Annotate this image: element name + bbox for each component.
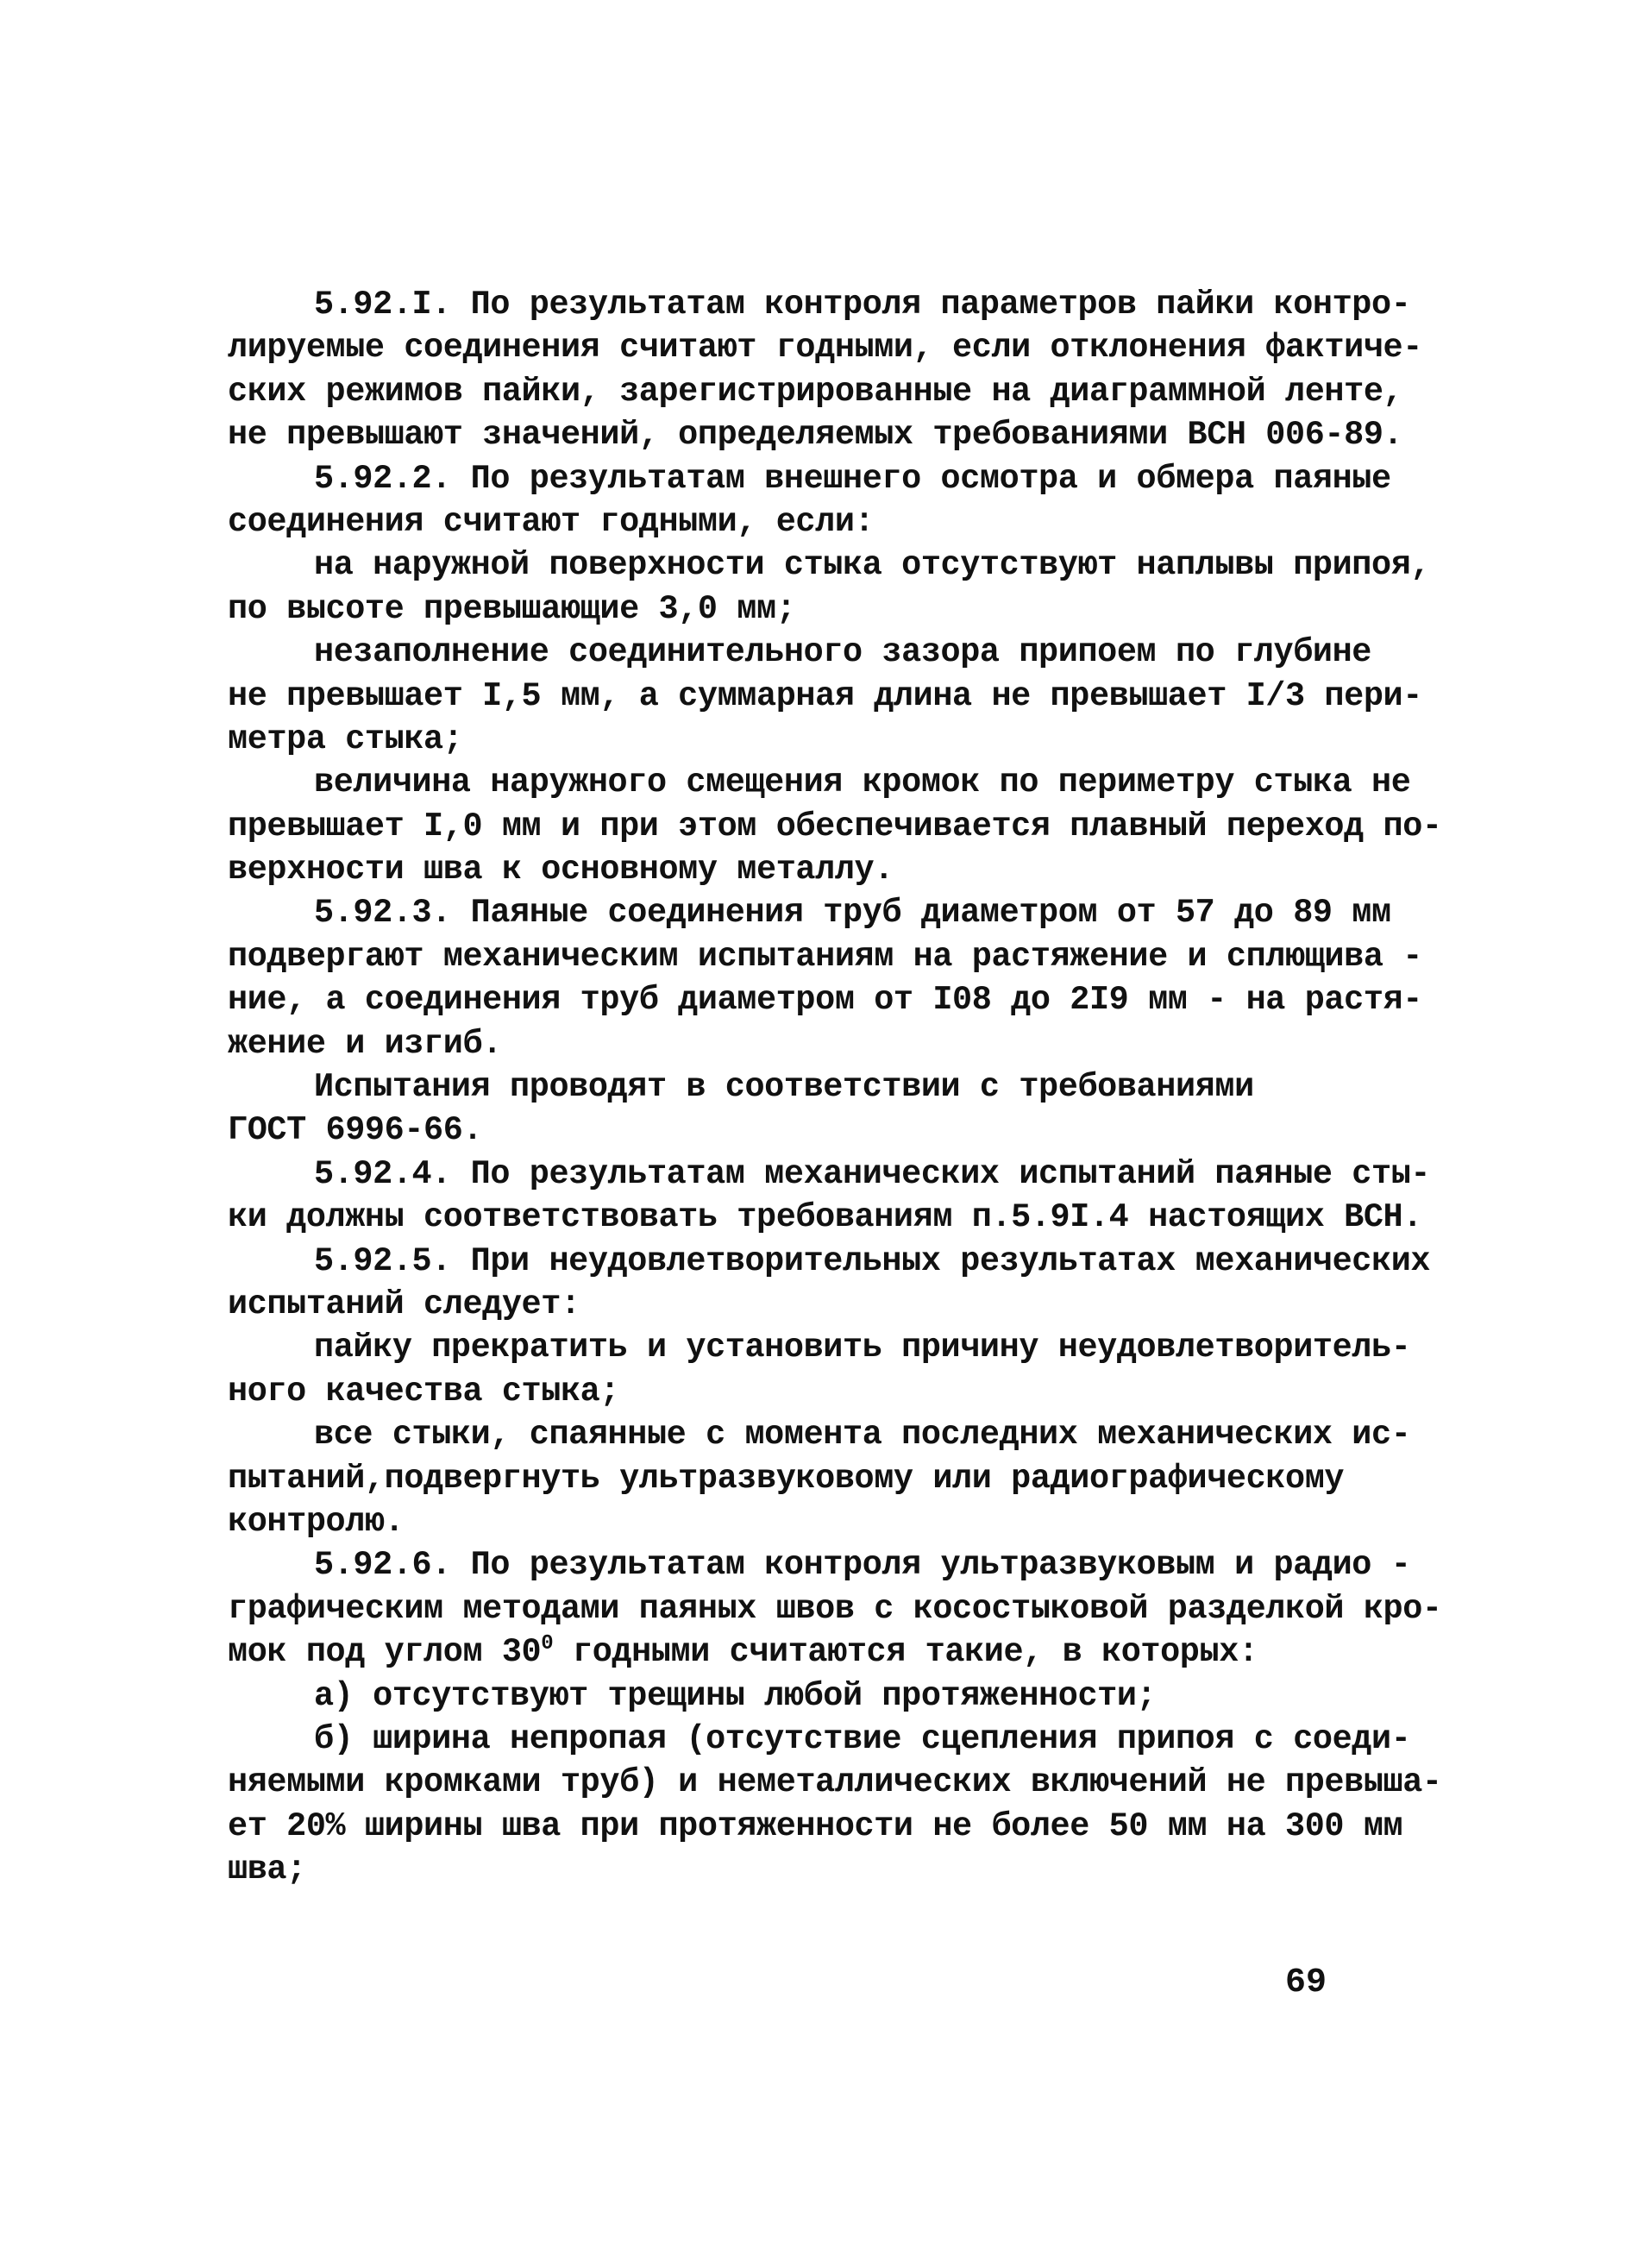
text-line: подвергают механическим испытаниям на растяжение и сплющива - bbox=[228, 937, 1422, 976]
text-line: б) ширина непропая (отсутствие сцепления припоя с соеди- bbox=[314, 1719, 1411, 1758]
text-line: 5.92.2. По результатам внешнего осмотра и обмера паяные bbox=[314, 459, 1391, 498]
text-line: не превышают значений, определяемых требованиями ВСН 006-89. bbox=[228, 416, 1403, 455]
text-line: на наружной поверхности стыка отсутствуют наплывы припоя, bbox=[314, 546, 1431, 585]
text-line: соединения считают годными, если: bbox=[228, 502, 875, 541]
text-line: шва; bbox=[228, 1850, 306, 1889]
document-body bbox=[228, 283, 1442, 1891]
degree-superscript: 0 bbox=[541, 1632, 554, 1656]
text-line: контролю. bbox=[228, 1502, 405, 1541]
text-line: верхности шва к основному металлу. bbox=[228, 851, 894, 889]
text-line: графическим методами паяных швов с косостыковой разделкой кро- bbox=[228, 1589, 1442, 1628]
text-line: 5.92.3. Паяные соединения труб диаметром от 57 до 89 мм bbox=[314, 894, 1391, 933]
text-line: няемыми кромками труб) и неметаллических включений не превыша- bbox=[228, 1763, 1442, 1802]
text-line: величина наружного смещения кромок по периметру стыка не bbox=[314, 763, 1411, 802]
text-line: по высоте превышающие 3,0 мм; bbox=[228, 589, 796, 628]
text-line: метра стыка; bbox=[228, 719, 463, 758]
text-line: а) отсутствуют трещины любой протяженности; bbox=[314, 1676, 1157, 1715]
text-line: испытаний следует: bbox=[228, 1285, 580, 1323]
text-line: Испытания проводят в соответствии с требованиями bbox=[314, 1068, 1254, 1107]
text-line: пытаний,подвергнуть ультразвуковому или радиографическому bbox=[228, 1459, 1345, 1498]
text-line bbox=[228, 1630, 1340, 1674]
text-segment: мок под углом 30 bbox=[228, 1633, 542, 1672]
text-line: ки должны соответствовать требованиям п.5.9I.4 настоящих ВСН. bbox=[228, 1198, 1422, 1237]
text-line: 5.92.I. По результатам контроля параметров пайки контро- bbox=[314, 286, 1411, 324]
text-line: пайку прекратить и установить причину неудовлетворитель- bbox=[314, 1329, 1411, 1367]
text-line: ских режимов пайки, зарегистрированные на диаграммной ленте, bbox=[228, 372, 1403, 411]
text-line: все стыки, спаянные с момента последних механических ис- bbox=[314, 1416, 1411, 1454]
text-line: жение и изгиб. bbox=[228, 1024, 502, 1063]
text-line: ет 20% ширины шва при протяженности не более 50 мм на 300 мм bbox=[228, 1806, 1403, 1845]
text-line: лируемые соединения считают годными, если отклонения фактиче- bbox=[228, 329, 1422, 368]
text-line: 5.92.4. По результатам механических испытаний паяные сты- bbox=[314, 1154, 1431, 1193]
text-line: превышает I,0 мм и при этом обеспечивается плавный переход по- bbox=[228, 807, 1442, 845]
text-line: ГОСТ 6996-66. bbox=[228, 1111, 483, 1150]
text-line: 5.92.5. При неудовлетворительных результатах механических bbox=[314, 1241, 1431, 1280]
text-line: ного качества стыка; bbox=[228, 1372, 620, 1410]
text-line: ние, а соединения труб диаметром от I08 до 2I9 мм - на растя- bbox=[228, 981, 1422, 1020]
text-segment: годными считаются такие, в которых: bbox=[553, 1633, 1258, 1672]
text-line: 5.92.6. По результатам контроля ультразвуковым и радио - bbox=[314, 1546, 1411, 1585]
text-line: не превышает I,5 мм, а суммарная длина не превышает I/3 пери- bbox=[228, 676, 1422, 715]
text-line: незаполнение соединительного зазора припоем по глубине bbox=[314, 633, 1372, 672]
page-number: 69 bbox=[1285, 1963, 1327, 2002]
